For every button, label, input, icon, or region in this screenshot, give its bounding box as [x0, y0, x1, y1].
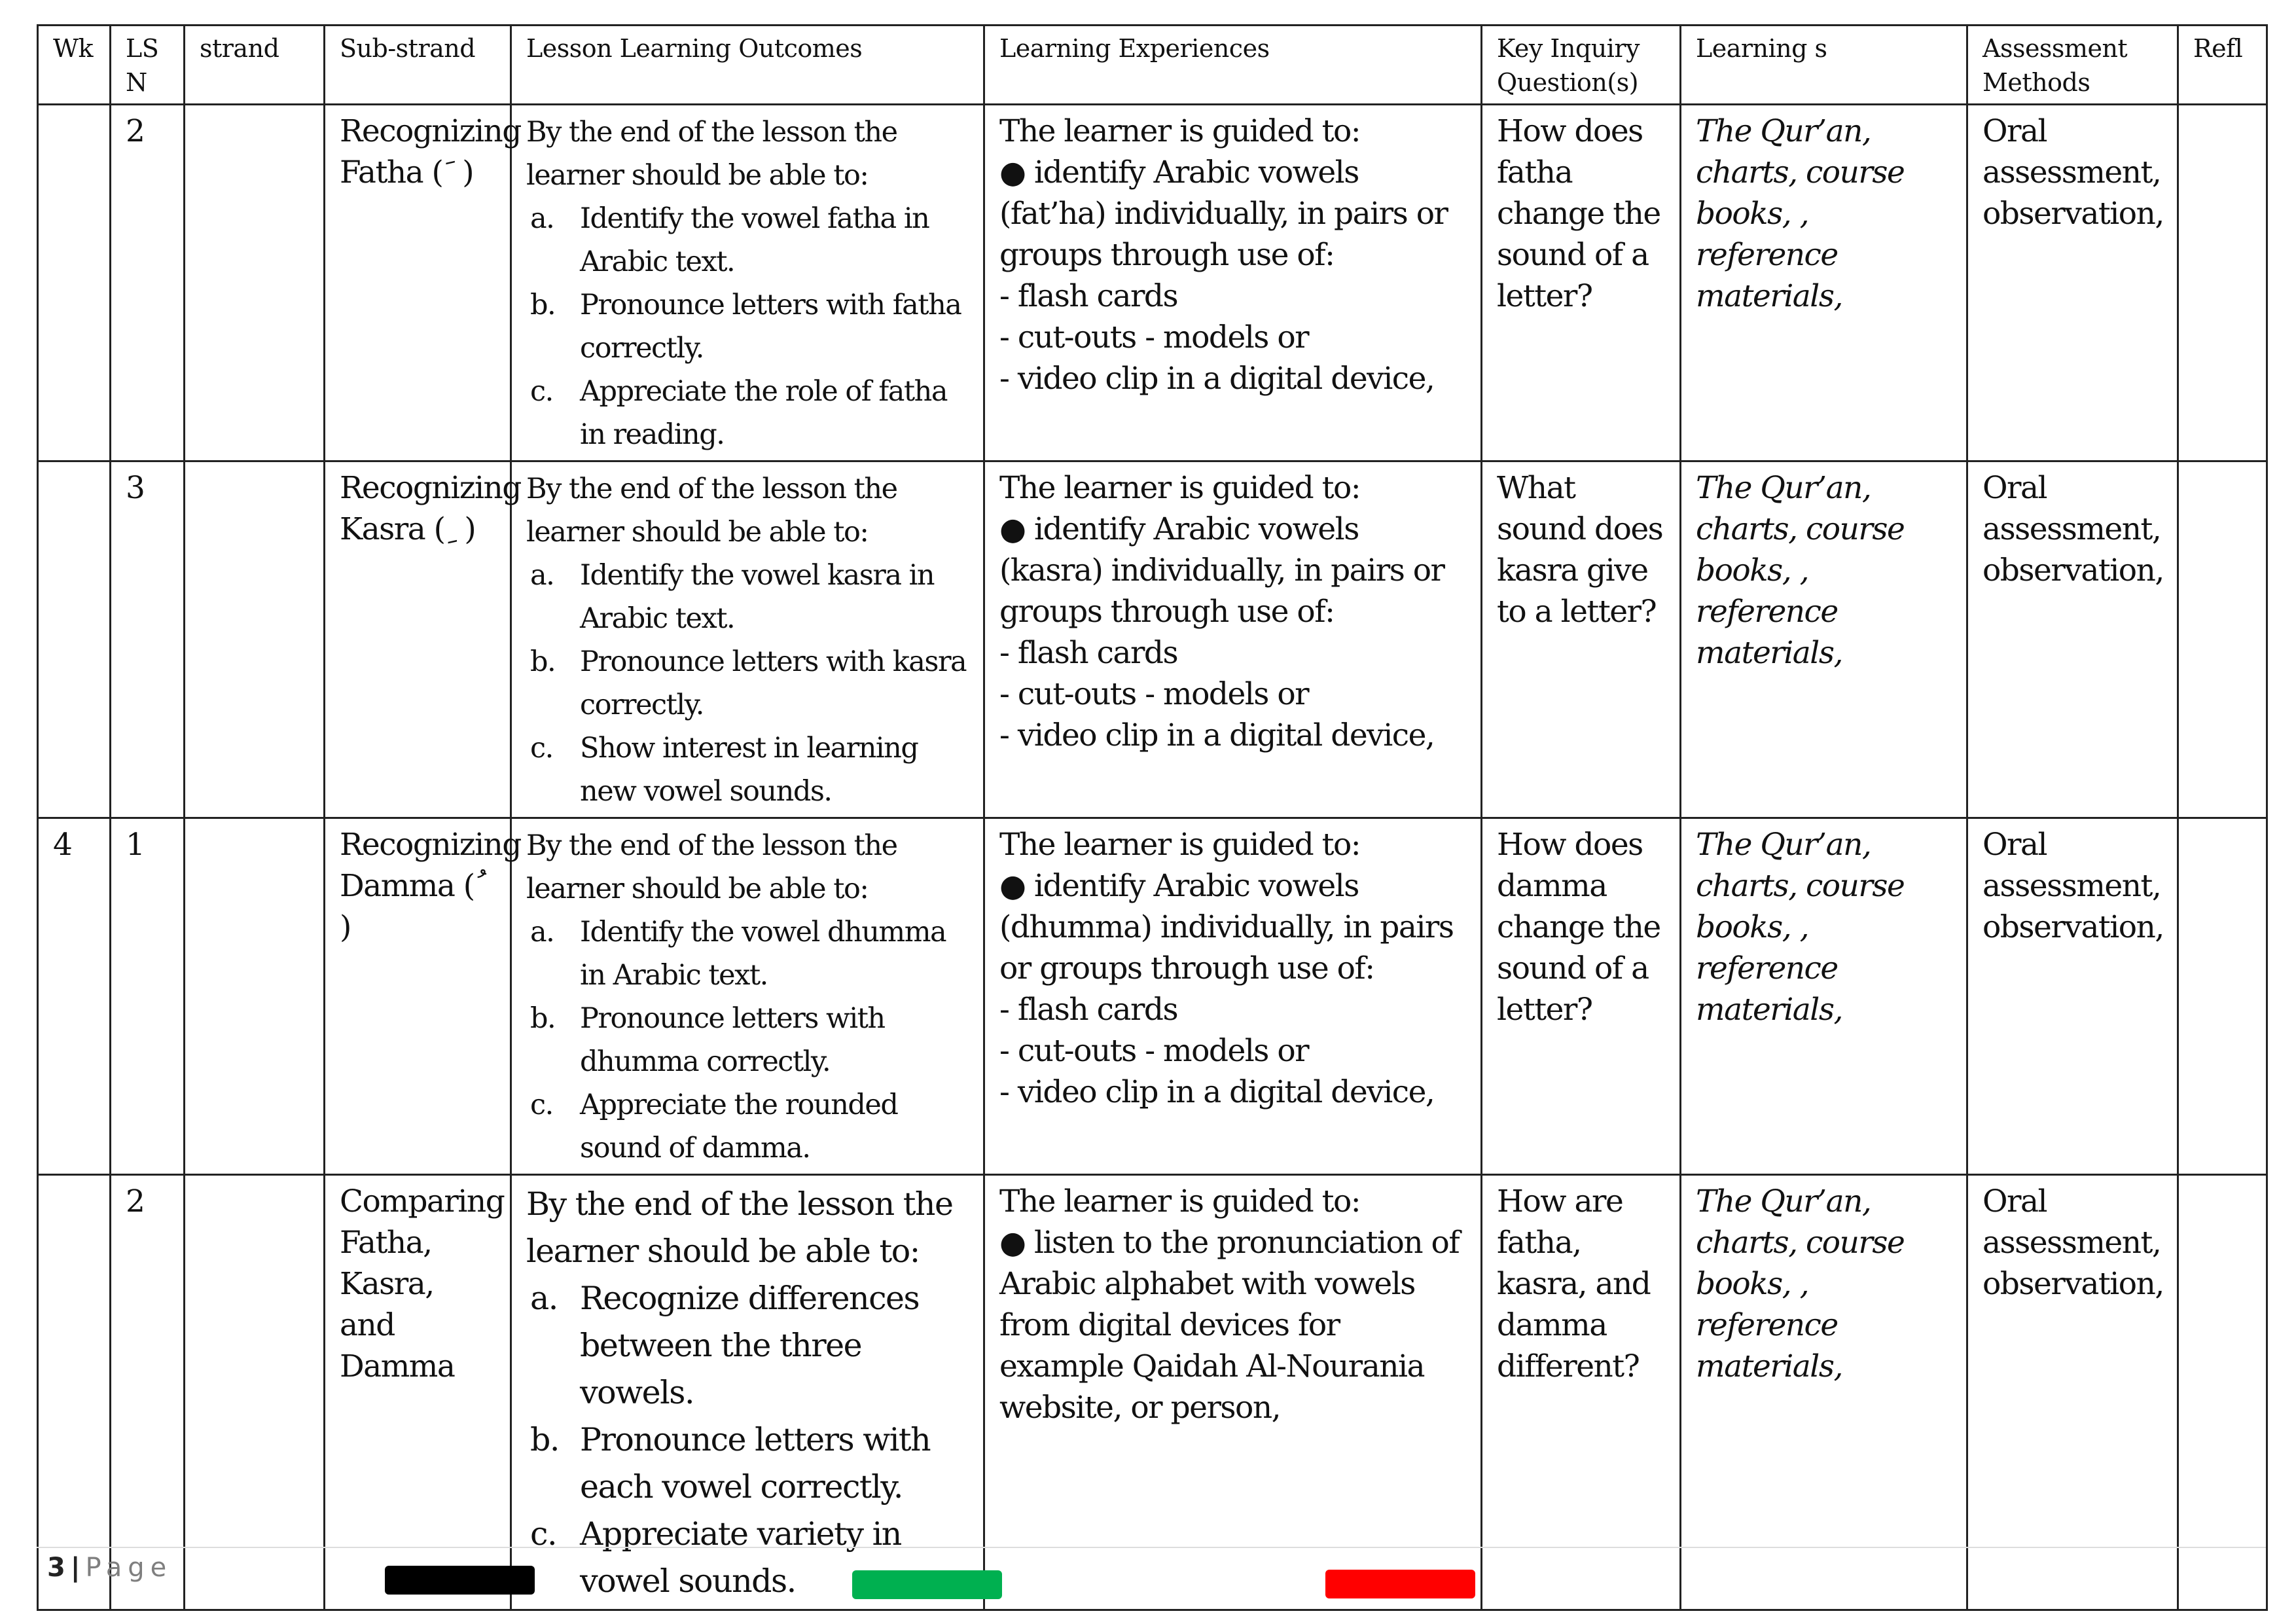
- list-item: b. Pronounce letters with each vowel correctly.: [530, 1421, 931, 1506]
- learning-experiences-cell: The learner is guided to: ● listen to the pronunciation of Arabic alphabet with vowels from digital devices for example Qaidah Al-Nourania website, or person,: [984, 1175, 1482, 1610]
- assessment-cell: Oral assessment, observation,: [1967, 461, 2178, 818]
- week-cell: [38, 1175, 111, 1610]
- learning-outcomes-cell: [511, 1175, 984, 1610]
- outcomes-list: [526, 554, 970, 813]
- strand-cell: [185, 461, 325, 818]
- substrand-cell: Recognizing Fatha ( َ ): [325, 105, 511, 461]
- key-inquiry-cell: How does fatha change the sound of a letter?: [1482, 105, 1681, 461]
- reflection-cell: [2178, 1175, 2267, 1610]
- header-week: Wk: [38, 26, 111, 105]
- header-lesson-number: LS N: [111, 26, 185, 105]
- week-cell: [38, 105, 111, 461]
- list-item: a. Identify the vowel kasra in Arabic text.: [530, 559, 935, 635]
- outcomes-list: [526, 1275, 970, 1605]
- header-key-inquiry: Key Inquiry Question(s): [1482, 26, 1681, 105]
- outcomes-intro: By the end of the lesson the learner should be able to:: [526, 829, 897, 905]
- learning-experiences-cell: The learner is guided to: ● identify Arabic vowels (fat’ha) individually, in pairs or groups through use of: - flash cards - cut-outs - models or - video clip in a digital device,: [984, 105, 1482, 461]
- substrand-cell: Comparing Fatha, Kasra, and Damma: [325, 1175, 511, 1610]
- learning-outcomes-cell: [511, 818, 984, 1175]
- learning-outcomes-cell: [511, 461, 984, 818]
- header-learning-outcomes: Lesson Learning Outcomes: [511, 26, 984, 105]
- header-assessment: Assessment Methods: [1967, 26, 2178, 105]
- page-footer: [47, 1553, 172, 1583]
- scheme-of-work-table: [37, 24, 2268, 1611]
- learning-resources-cell: The Qur’an, charts, course books, , reference materials,: [1681, 1175, 1967, 1610]
- learning-experiences-cell: The learner is guided to: ● identify Arabic vowels (kasra) individually, in pairs or groups through use of: - flash cards - cut-outs - models or - video clip in a digital device,: [984, 461, 1482, 818]
- list-item: a. Recognize differences between the three vowels.: [530, 1280, 920, 1411]
- header-row: [38, 26, 2267, 105]
- outcomes-list: [526, 911, 970, 1170]
- lesson-number-cell: 1: [111, 818, 185, 1175]
- header-strand: strand: [185, 26, 325, 105]
- page-number: 3: [47, 1553, 65, 1583]
- strand-cell: [185, 818, 325, 1175]
- substrand-cell: Recognizing Damma ( ُ ): [325, 818, 511, 1175]
- page-label: Page: [85, 1553, 173, 1583]
- list-item: c. Show interest in learning new vowel sounds.: [530, 732, 918, 808]
- learning-resources-cell: The Qur’an, charts, course books, , reference materials,: [1681, 818, 1967, 1175]
- table-row: [38, 461, 2267, 818]
- list-item: c. Appreciate the rounded sound of damma.: [530, 1089, 898, 1164]
- reflection-cell: [2178, 105, 2267, 461]
- assessment-cell: Oral assessment, observation,: [1967, 1175, 2178, 1610]
- header-learning-resources: Learning s: [1681, 26, 1967, 105]
- outcomes-intro: By the end of the lesson the learner should be able to:: [526, 1185, 953, 1270]
- list-item: b. Pronounce letters with dhumma correctly.: [530, 1002, 885, 1078]
- outcomes-intro: By the end of the lesson the learner should be able to:: [526, 473, 897, 549]
- lesson-number-cell: 2: [111, 1175, 185, 1610]
- table-row: [38, 105, 2267, 461]
- list-item: a. Identify the vowel fatha in Arabic text.: [530, 202, 929, 278]
- key-inquiry-cell: How does damma change the sound of a letter?: [1482, 818, 1681, 1175]
- footer-divider: [37, 1547, 2266, 1548]
- green-color-bar: [852, 1570, 1002, 1599]
- table-row: [38, 1175, 2267, 1610]
- lesson-number-cell: 2: [111, 105, 185, 461]
- learning-resources-cell: The Qur’an, charts, course books, , reference materials,: [1681, 105, 1967, 461]
- strand-cell: [185, 105, 325, 461]
- header-substrand: Sub-strand: [325, 26, 511, 105]
- strand-cell: [185, 1175, 325, 1610]
- black-color-bar: [385, 1566, 535, 1595]
- learning-resources-cell: The Qur’an, charts, course books, , reference materials,: [1681, 461, 1967, 818]
- list-item: b. Pronounce letters with kasra correctly.: [530, 645, 967, 721]
- list-item: a. Identify the vowel dhumma in Arabic text.: [530, 916, 946, 992]
- key-inquiry-cell: How are fatha, kasra, and damma different?: [1482, 1175, 1681, 1610]
- list-item: b. Pronounce letters with fatha correctly.: [530, 289, 961, 365]
- substrand-cell: Recognizing Kasra ( ِ ): [325, 461, 511, 818]
- learning-experiences-cell: The learner is guided to: ● identify Arabic vowels (dhumma) individually, in pairs or groups through use of: - flash cards - cut-outs - models or - video clip in a digital device,: [984, 818, 1482, 1175]
- table-row: [38, 818, 2267, 1175]
- key-inquiry-cell: What sound does kasra give to a letter?: [1482, 461, 1681, 818]
- header-reflection: Refl: [2178, 26, 2267, 105]
- header-learning-experiences: Learning Experiences: [984, 26, 1482, 105]
- lesson-number-cell: 3: [111, 461, 185, 818]
- outcomes-list: [526, 197, 970, 456]
- learning-outcomes-cell: [511, 105, 984, 461]
- reflection-cell: [2178, 818, 2267, 1175]
- week-cell: 4: [38, 818, 111, 1175]
- footer-separator: |: [70, 1553, 81, 1583]
- assessment-cell: Oral assessment, observation,: [1967, 818, 2178, 1175]
- red-color-bar: [1325, 1570, 1475, 1598]
- week-cell: [38, 461, 111, 818]
- outcomes-intro: By the end of the lesson the learner should be able to:: [526, 116, 897, 192]
- assessment-cell: Oral assessment, observation,: [1967, 105, 2178, 461]
- list-item: c. Appreciate variety in vowel sounds.: [530, 1515, 901, 1600]
- list-item: c. Appreciate the role of fatha in reading.: [530, 375, 948, 451]
- reflection-cell: [2178, 461, 2267, 818]
